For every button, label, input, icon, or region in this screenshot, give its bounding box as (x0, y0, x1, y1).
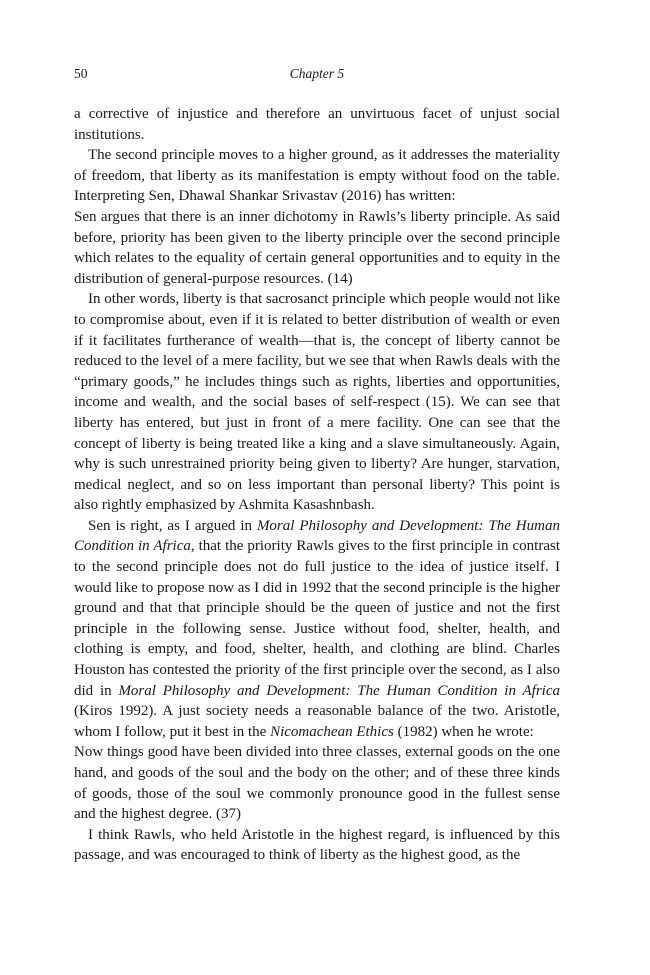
paragraph-3: In other words, liberty is that sacrosanct principle which people would not like to compromise about, even if it is related to better distribution of wealth or even if it facilitates furtherance of wealth—that is, the concept of liberty cannot be reduced to the level of a mere facility, but we see that when Rawls deals with the “primary goods,” he includes things such as rights, liberties and opportunities, income and wealth, and the social bases of self-respect (15). We can see that liberty has entered, but just in front of a mere facility. One can see that the concept of liberty is being treated like a king and a slave simultaneously. Again, why is such unrestrained priority being given to liberty? Are hunger, starvation, medical neglect, and so on less important than personal liberty? This point is also rightly emphasized by Ashmita Kasashnbash. (74, 291, 560, 514)
running-head: Chapter 5 (289, 66, 345, 81)
book-title-nicomachean-ethics: Nicomachean Ethics (270, 723, 394, 740)
paragraph-4-text-e: (Kiros 1992). A just society needs a reasonable balance of the two. Aristotle, whom I follow, put it best in the (74, 703, 560, 740)
paragraph-4-text-c: , that the priority Rawls gives to the first principle in contrast to the second principle does not do full justice to the idea of justice itself. I would like to propose now as I did in 1992 that the second principle is the higher ground and that that principle should be the queen of justice and not the first principle in the following sense. Justice without food, shelter, health, and clothing is empty, and food, shelter, health, and clothing are blind. Charles Houston has contested the priority of the first principle over the second, as I also did in (74, 538, 560, 699)
paragraph-4-text-a: Sen is right, as I argued in (88, 517, 257, 534)
page-header (74, 66, 560, 88)
block-quote-srivastav: Sen argues that there is an inner dichotomy in Rawls’s liberty principle. As said before, priority has been given to the liberty principle over the second principle which relates to the equality of certain general opportunities and to equity in the distribution of general-purpose resources. (14) (74, 208, 560, 287)
body-text (74, 104, 560, 866)
page-number: 50 (74, 66, 88, 81)
paragraph-2: The second principle moves to a higher ground, as it addresses the materiality of freedom, that liberty as its manifestation is empty without food on the table. Interpreting Sen, Dhawal Shankar Srivastav (2016) has written: (74, 147, 560, 205)
block-quote-aristotle: Now things good have been divided into three classes, external goods on the one hand, and goods of the soul and the body on the other; and of these three kinds of goods, those of the soul we commonly pronounce good in the fullest sense and the highest degree. (37) (74, 744, 560, 823)
book-title-moral-philosophy: Moral Philosophy and Development: The Human Condition in Africa (74, 517, 560, 555)
paragraph-4 (74, 516, 560, 743)
book-page (74, 66, 560, 866)
paragraph-5: I think Rawls, who held Aristotle in the highest regard, is influenced by this passage, and was encouraged to think of liberty as the highest good, as the (74, 826, 560, 864)
book-title-moral-philosophy-2: Moral Philosophy and Development: The Human Condition in Africa (118, 682, 560, 699)
paragraph-1: a corrective of injustice and therefore an unvirtuous facet of unjust social institutions. (74, 106, 560, 143)
paragraph-4-text-g: (1982) when he wrote: (393, 723, 534, 740)
